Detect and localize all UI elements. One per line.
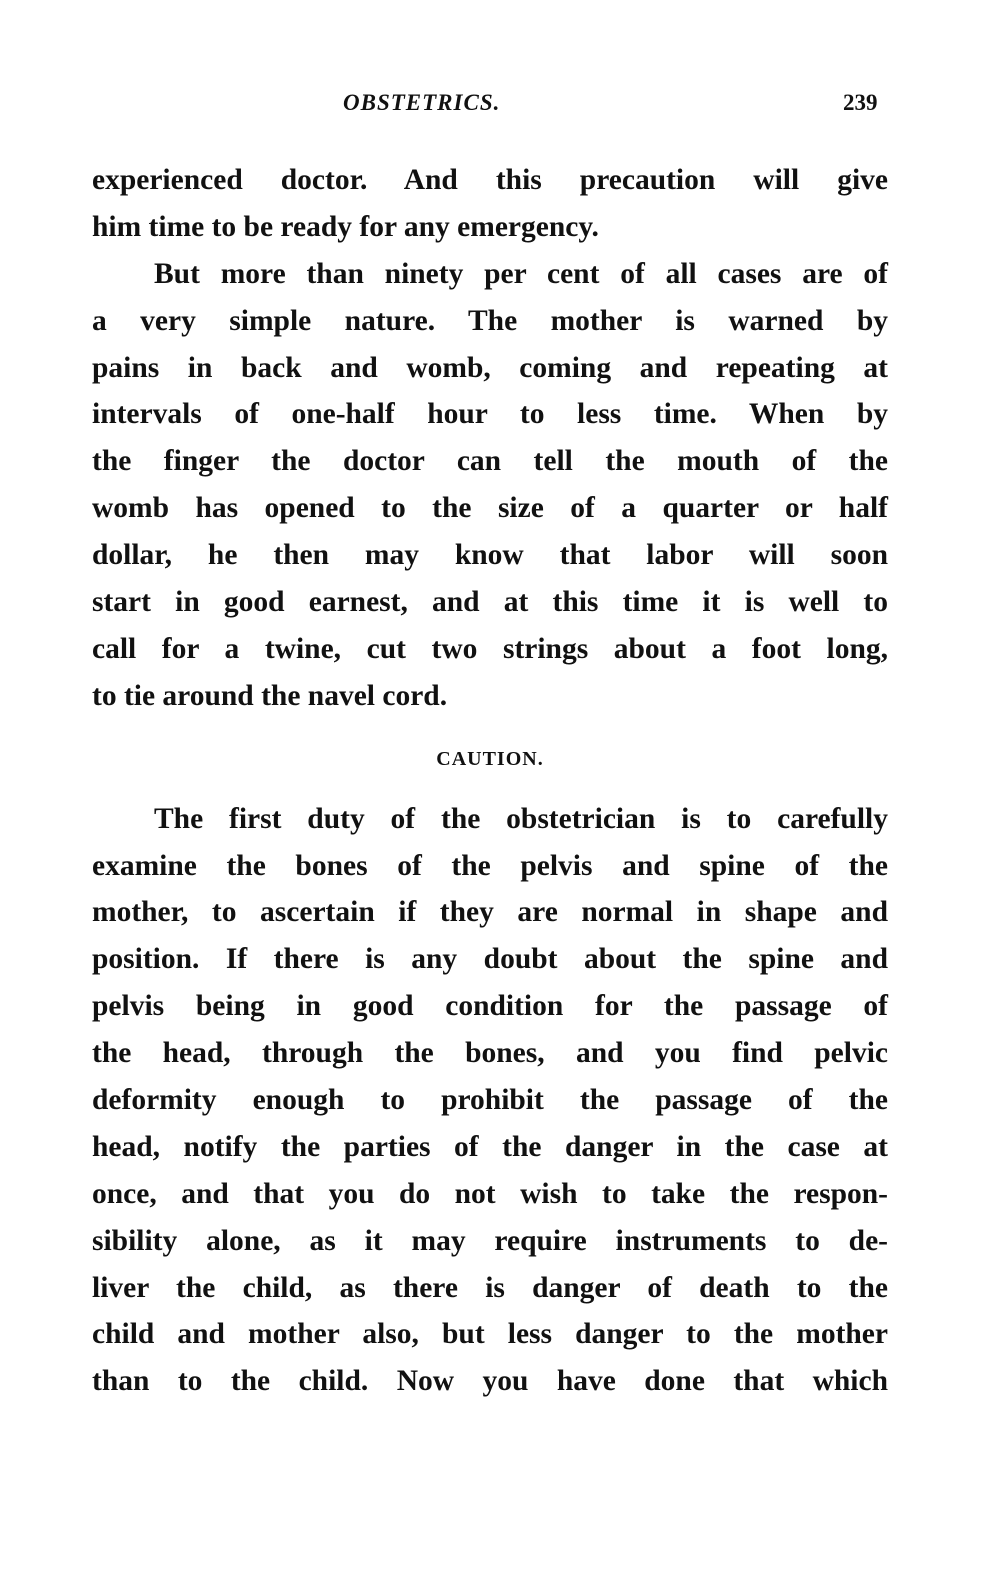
text-line: pelvis being in good condition for the passage of <box>92 990 888 1023</box>
text-line: experienced doctor. And this precaution will give <box>92 164 888 196</box>
text-line: deformity enough to prohibit the passage of the <box>92 1084 888 1117</box>
text-line: a very simple nature. The mother is warned by <box>92 304 888 337</box>
text-line: the head, through the bones, and you find pelvic <box>92 1037 888 1070</box>
text-line: examine the bones of the pelvis and spine of the <box>92 849 888 882</box>
text-line: child and mother also, but less danger to the mother <box>92 1318 888 1351</box>
text-line: than to the child. Now you have done that which <box>92 1365 888 1398</box>
text-line: once, and that you do not wish to take the respon- <box>92 1177 888 1210</box>
section-heading: CAUTION. <box>436 747 544 770</box>
page-body <box>92 157 888 1405</box>
text-line: start in good earnest, and at this time it is well to <box>92 586 888 619</box>
page-number: 239 <box>843 90 878 115</box>
text-line: pains in back and womb, coming and repeating at <box>92 351 888 384</box>
running-title: OBSTETRICS. <box>343 90 501 115</box>
text-line: intervals of one-half hour to less time. When by <box>92 398 888 431</box>
text-line: position. If there is any doubt about the spine and <box>92 943 888 976</box>
paragraph-3 <box>92 796 888 1406</box>
text-line: The first duty of the obstetrician is to carefully <box>154 802 888 835</box>
paragraph-2 <box>92 251 888 720</box>
text-line: mother, to ascertain if they are normal in shape and <box>92 896 888 929</box>
page-header <box>0 86 1000 126</box>
text-line: the finger the doctor can tell the mouth of the <box>92 445 888 478</box>
text-line: to tie around the navel cord. <box>92 679 448 712</box>
text-line: head, notify the parties of the danger in the case at <box>92 1130 888 1163</box>
text-line: sibility alone, as it may require instruments to de- <box>92 1224 888 1257</box>
text-line: But more than ninety per cent of all cases are of <box>154 257 888 290</box>
text-line: dollar, he then may know that labor will soon <box>92 539 888 572</box>
text-line: call for a twine, cut two strings about a foot long, <box>92 632 888 665</box>
text-line: liver the child, as there is danger of death to the <box>92 1271 888 1304</box>
text-line: womb has opened to the size of a quarter or half <box>92 492 888 525</box>
text-line: him time to be ready for any emergency. <box>92 210 599 243</box>
paragraph-1 <box>92 157 888 251</box>
